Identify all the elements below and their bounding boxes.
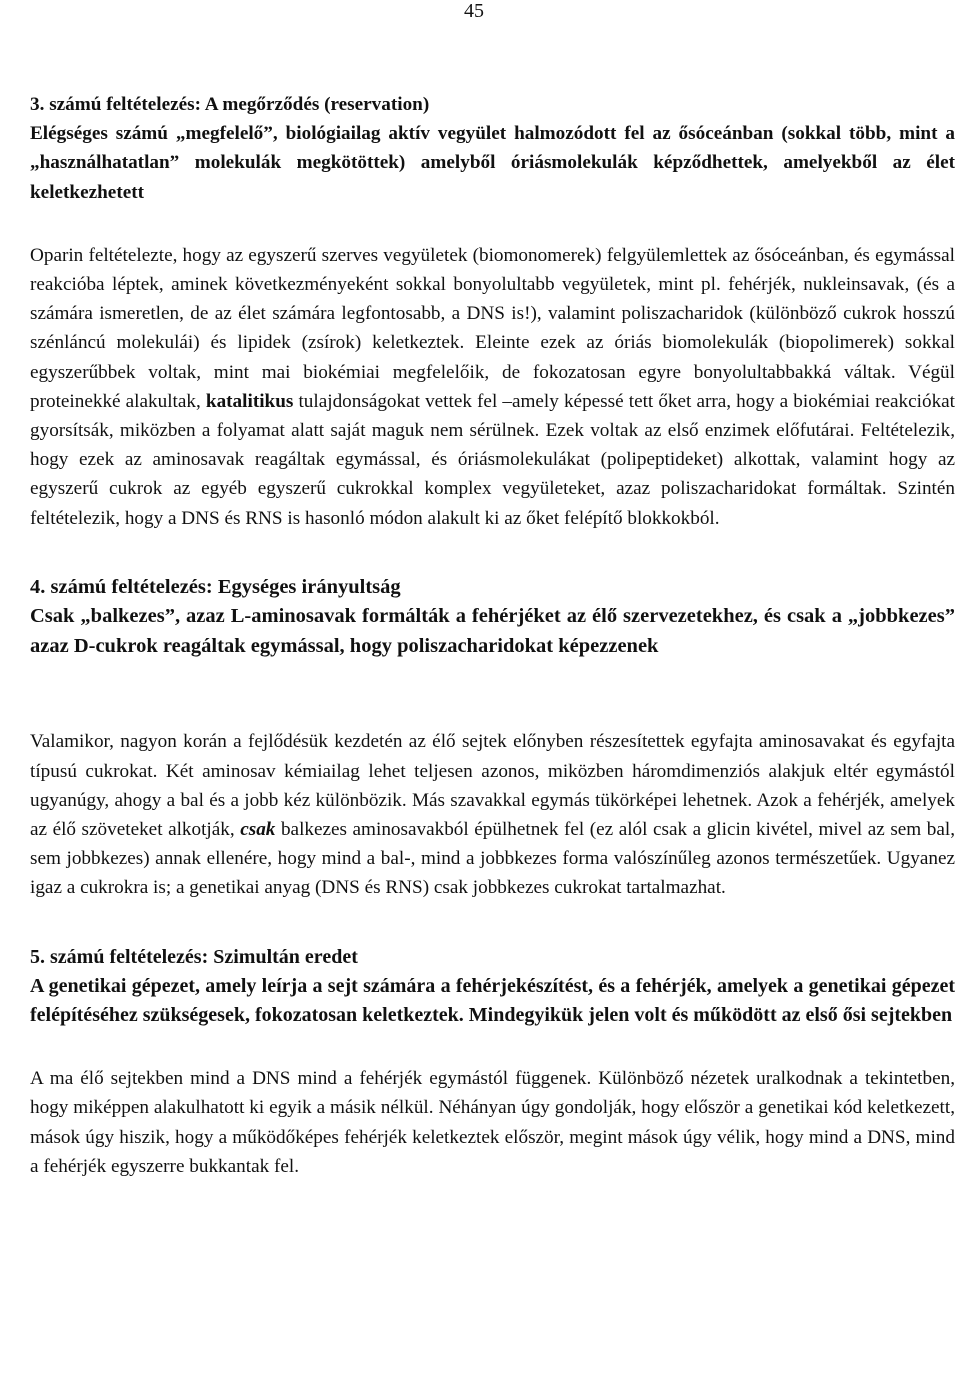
- section-3-heading: [30, 90, 955, 207]
- section-4-text-b: balkezes aminosavakból épülhetnek fel (ez alól csak a glicin kivétel, mivel az sem bal, sem jobbkezes) annak ellenére, hogy mind a bal-, mind a jobbkezes forma valószínűleg azonos természetűek. Ugyanez igaz a cukrokra is; a genetikai anyag (DNS és RNS) csak jobbkezes cukrokat tartalmazhat.: [30, 818, 956, 899]
- section-3-title: 3. számú feltételezés: A megőrződés (reservation): [30, 94, 430, 115]
- section-4-title: 4. számú feltételezés: Egységes irányultság: [30, 575, 401, 598]
- section-3-statement: Elégséges számú „megfelelő”, biológiailag aktív vegyület halmozódott fel az ősóceánban (sokkal több, mint a „használhatatlan” molekulák megkötöttek) amelyből óriásmolekulák képződhettek, amelyekből az élet keletkezhetett: [30, 123, 955, 203]
- section-4-statement: Csak „balkezes”, azaz L-aminosavak formálták a fehérjéket az élő szervezetekhez, és csak a „jobbkezes” azaz D-cukrok reagáltak egymással, hogy poliszacharidokat képezzenek: [30, 605, 955, 657]
- spacer: [30, 207, 955, 241]
- page-number: 45: [464, 0, 484, 22]
- spacer: [30, 661, 955, 727]
- section-4-text-a: Valamikor, nagyon korán a fejlődésük kezdetén az élő sejtek előnyben részesítettek egyfajta aminosavakat és egyfajta típusú cukrokat. Két aminosav kémiailag lehet teljesen azonos, miközben háromdimenziós alakjuk eltér egymástól ugyanúgy, ahogy a bal és a jobb kéz különbözik. Más szavakkal egymás tükörképei lehetnek. Azok a fehérjék, amelyek az élő szöveteket alkotják,: [30, 731, 955, 840]
- document-body: [30, 90, 955, 1181]
- section-3-bold-term: katalitikus: [205, 390, 294, 412]
- section-5-statement: A genetikai gépezet, amely leírja a sejt számára a fehérjekészítést, és a fehérjék, amelyek a genetikai gépezet felépítéséhez szükségesek, fokozatosan keletkeztek. Mindegyikük jelen volt és működött az első ősi sejtekben: [30, 974, 955, 1026]
- section-4-emphasis: csak: [240, 818, 276, 840]
- spacer: [30, 1030, 955, 1064]
- section-3-paragraph: [30, 241, 955, 533]
- section-3-text-b: tulajdonságokat vettek fel –amely képessé tett őket arra, hogy a biokémiai reakciókat gyorsítsák, miközben a folyamat alatt saját maguk nem sérülnek. Ezek voltak az első enzimek előfutárai. Feltételezik, hogy ezek az aminosavak reagáltak egymással, és óriásmolekulákat (polipeptideket) alkottak, valamint hogy az egyszerű cukrok az egyéb egyszerű cukrokkal komplex vegyületeket, azaz poliszacharidokat formáltak. Szintén feltételezik, hogy a DNS és RNS is hasonló módon alakult ki az őket felépítő blokkokból.: [30, 390, 956, 529]
- section-5-paragraph: A ma élő sejtekben mind a DNS mind a fehérjék egymástól függenek. Különböző nézetek uralkodnak a tekintetben, hogy miképpen alakulhatott ki egyik a másik nélkül. Néhányan úgy gondolják, hogy először a genetikai kód keletkezett, mások úgy hiszik, hogy a működőképes fehérjék keletkeztek először, megint mások úgy vélik, hogy mind a DNS, mind a fehérjék egyszerre bukkantak fel.: [30, 1068, 955, 1177]
- section-5-title: 5. számú feltételezés: Szimultán eredet: [30, 945, 358, 968]
- section-5-heading: [30, 943, 955, 1031]
- spacer: [30, 903, 955, 943]
- section-4-heading: [30, 573, 955, 662]
- section-3-text-a: Oparin feltételezte, hogy az egyszerű szerves vegyületek (biomonomerek) felgyülemlettek az ősóceánban, és egymással reakcióba léptek, aminek következményeként sokkal bonyolultabb vegyületek, mint pl. fehérjék, nukleinsavak, (és a számára ismeretlen, de az élet számára legfontosabb, a DNS is!), valamint poliszacharidok (különböző cukrok hosszú szénláncú molekulái) és lipidek (zsírok) keletkeztek. Eleinte ezek az óriás biomolekulák (biopolimerek) sokkal egyszerűbbek voltak, mint mai biokémiai megfelelőik, de fokozatosan egyre bonyolultabbakká váltak. Végül proteinekké alakultak,: [30, 244, 955, 412]
- spacer: [30, 533, 955, 573]
- section-4-paragraph: [30, 727, 955, 902]
